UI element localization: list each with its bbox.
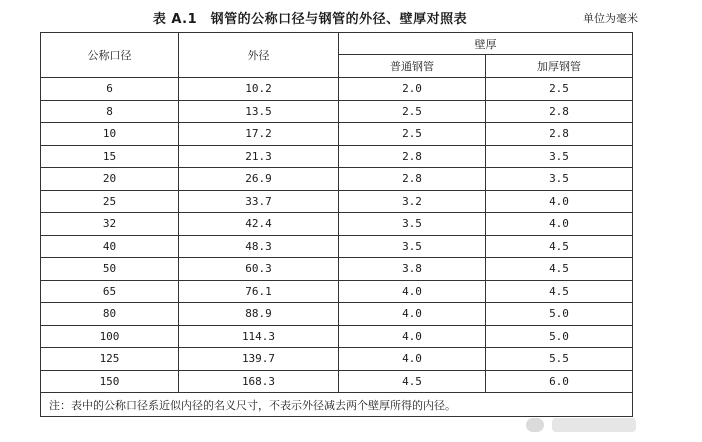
table-row bbox=[41, 325, 633, 348]
table-row bbox=[41, 145, 633, 168]
table-row bbox=[41, 123, 633, 146]
cell-outer: 10.2 bbox=[179, 78, 339, 101]
cell-nominal: 25 bbox=[41, 190, 179, 213]
cell-outer: 13.5 bbox=[179, 100, 339, 123]
cell-nominal: 150 bbox=[41, 370, 179, 393]
cell-nominal: 80 bbox=[41, 303, 179, 326]
cell-thick-wall: 2.8 bbox=[486, 123, 633, 146]
table-row bbox=[41, 235, 633, 258]
cell-outer: 42.4 bbox=[179, 213, 339, 236]
cell-nominal: 10 bbox=[41, 123, 179, 146]
cell-thick-wall: 2.5 bbox=[486, 78, 633, 101]
cell-outer: 88.9 bbox=[179, 303, 339, 326]
cell-thick-wall: 4.0 bbox=[486, 190, 633, 213]
pipe-dimension-table bbox=[40, 32, 633, 417]
cell-thick-wall: 2.8 bbox=[486, 100, 633, 123]
table-row bbox=[41, 213, 633, 236]
cell-normal-wall: 4.0 bbox=[339, 303, 486, 326]
cell-normal-wall: 4.0 bbox=[339, 280, 486, 303]
header-wall-thickness: 壁厚 bbox=[339, 33, 633, 55]
cell-nominal: 6 bbox=[41, 78, 179, 101]
cell-normal-wall: 4.5 bbox=[339, 370, 486, 393]
cell-outer: 33.7 bbox=[179, 190, 339, 213]
cell-normal-wall: 2.0 bbox=[339, 78, 486, 101]
cell-outer: 48.3 bbox=[179, 235, 339, 258]
cell-nominal: 50 bbox=[41, 258, 179, 281]
cell-normal-wall: 4.0 bbox=[339, 348, 486, 371]
cell-normal-wall: 2.8 bbox=[339, 145, 486, 168]
table-row bbox=[41, 280, 633, 303]
table-row bbox=[41, 348, 633, 371]
cell-normal-wall: 4.0 bbox=[339, 325, 486, 348]
table-note: 注：表中的公称口径系近似内径的名义尺寸，不表示外径减去两个壁厚所得的内径。 bbox=[41, 393, 633, 417]
watermark-logo-icon bbox=[526, 418, 544, 432]
cell-normal-wall: 2.5 bbox=[339, 100, 486, 123]
cell-normal-wall: 2.8 bbox=[339, 168, 486, 191]
cell-normal-wall: 3.5 bbox=[339, 213, 486, 236]
cell-nominal: 125 bbox=[41, 348, 179, 371]
table-row bbox=[41, 78, 633, 101]
cell-nominal: 20 bbox=[41, 168, 179, 191]
cell-outer: 114.3 bbox=[179, 325, 339, 348]
cell-outer: 76.1 bbox=[179, 280, 339, 303]
cell-outer: 139.7 bbox=[179, 348, 339, 371]
cell-thick-wall: 3.5 bbox=[486, 145, 633, 168]
table-body bbox=[41, 78, 633, 393]
table-title: 表 A.1 钢管的公称口径与钢管的外径、壁厚对照表 bbox=[152, 12, 468, 27]
watermark-blur bbox=[552, 418, 636, 432]
cell-outer: 60.3 bbox=[179, 258, 339, 281]
header-outer-diameter: 外径 bbox=[179, 33, 339, 78]
header-normal-pipe: 普通钢管 bbox=[339, 55, 486, 78]
cell-thick-wall: 5.0 bbox=[486, 303, 633, 326]
table-row bbox=[41, 190, 633, 213]
cell-nominal: 32 bbox=[41, 213, 179, 236]
watermark bbox=[526, 412, 636, 438]
cell-normal-wall: 2.5 bbox=[339, 123, 486, 146]
table-row bbox=[41, 370, 633, 393]
table-row bbox=[41, 100, 633, 123]
cell-thick-wall: 6.0 bbox=[486, 370, 633, 393]
header-nominal-diameter: 公称口径 bbox=[41, 33, 179, 78]
header-thick-pipe: 加厚钢管 bbox=[486, 55, 633, 78]
cell-thick-wall: 3.5 bbox=[486, 168, 633, 191]
cell-nominal: 40 bbox=[41, 235, 179, 258]
cell-thick-wall: 5.0 bbox=[486, 325, 633, 348]
cell-normal-wall: 3.8 bbox=[339, 258, 486, 281]
cell-outer: 168.3 bbox=[179, 370, 339, 393]
cell-nominal: 15 bbox=[41, 145, 179, 168]
table-row bbox=[41, 168, 633, 191]
cell-nominal: 65 bbox=[41, 280, 179, 303]
cell-normal-wall: 3.2 bbox=[339, 190, 486, 213]
cell-nominal: 100 bbox=[41, 325, 179, 348]
unit-label: 单位为毫米 bbox=[583, 12, 638, 25]
table-row bbox=[41, 303, 633, 326]
cell-thick-wall: 4.5 bbox=[486, 235, 633, 258]
cell-thick-wall: 4.0 bbox=[486, 213, 633, 236]
cell-nominal: 8 bbox=[41, 100, 179, 123]
cell-thick-wall: 4.5 bbox=[486, 258, 633, 281]
cell-outer: 21.3 bbox=[179, 145, 339, 168]
cell-thick-wall: 5.5 bbox=[486, 348, 633, 371]
cell-normal-wall: 3.5 bbox=[339, 235, 486, 258]
cell-outer: 26.9 bbox=[179, 168, 339, 191]
table-row bbox=[41, 258, 633, 281]
cell-thick-wall: 4.5 bbox=[486, 280, 633, 303]
cell-outer: 17.2 bbox=[179, 123, 339, 146]
